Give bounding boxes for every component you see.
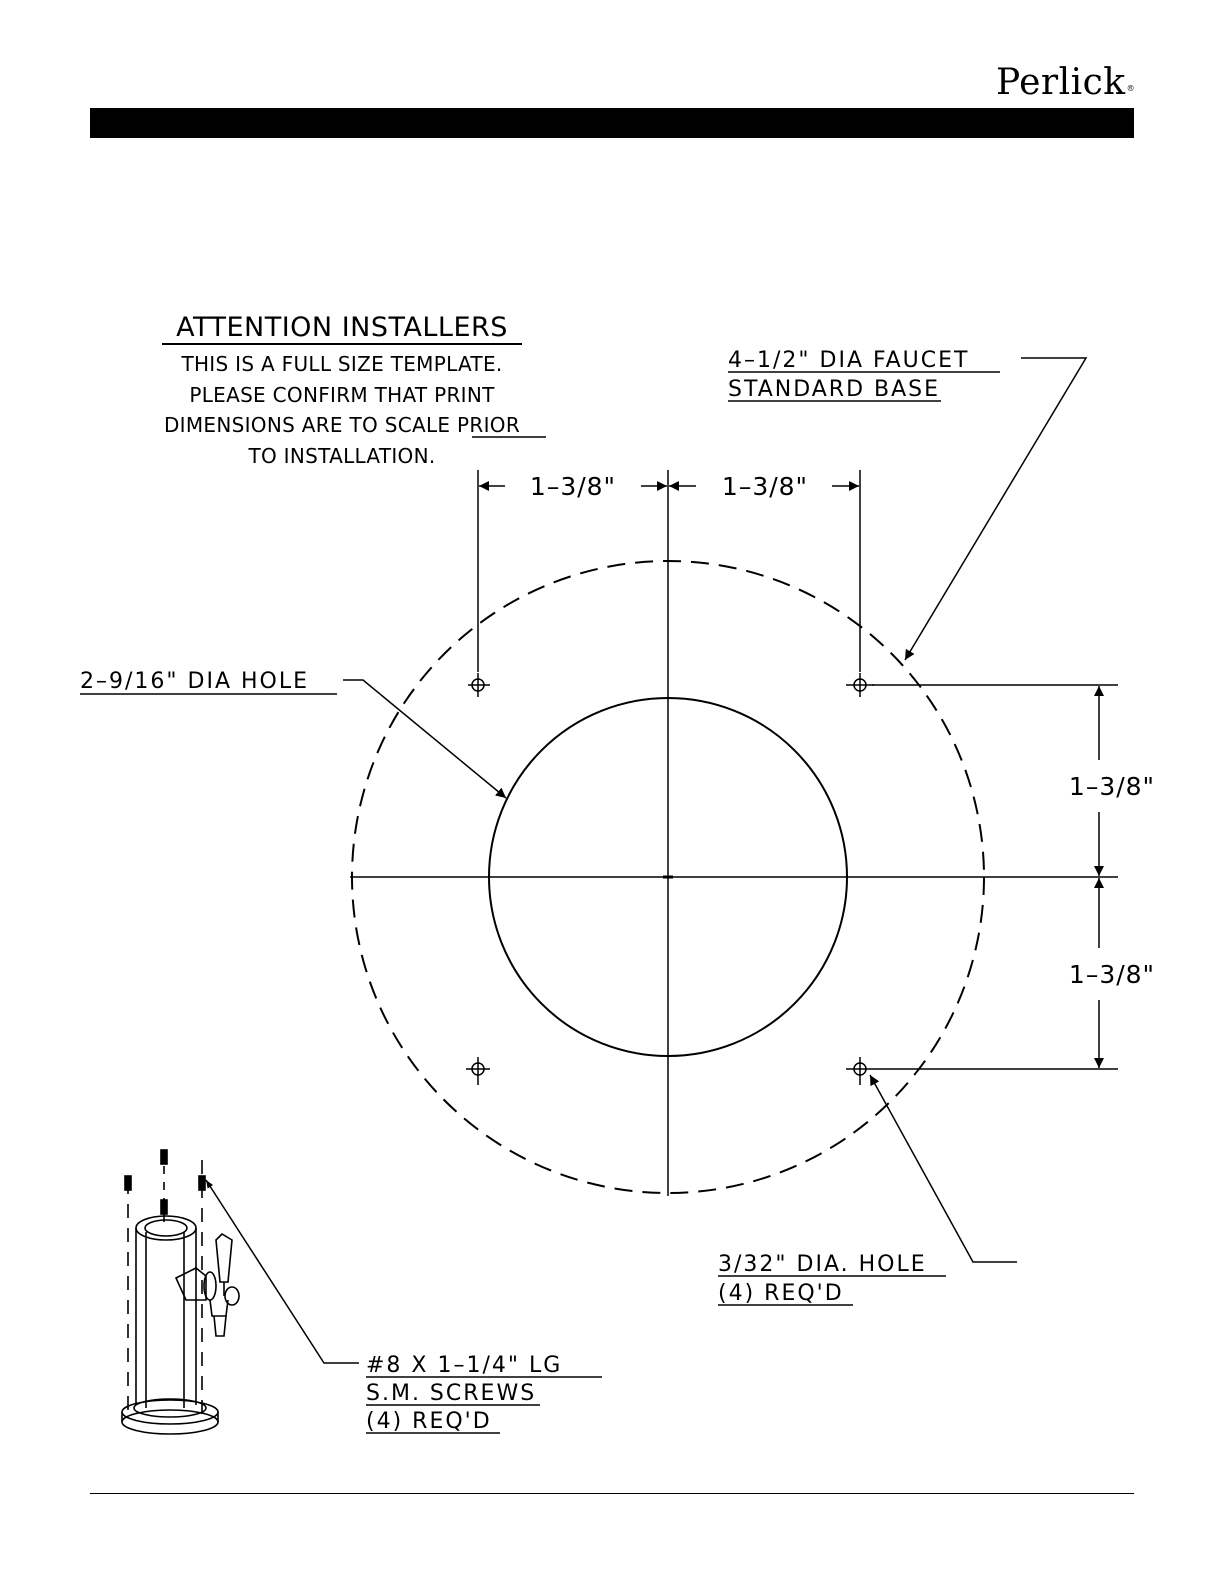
faucet-base-label-line2: STANDARD BASE bbox=[728, 377, 941, 402]
dimension-right-upper: 1–3/8" bbox=[1068, 772, 1156, 801]
attention-line-1: THIS IS A FULL SIZE TEMPLATE. bbox=[181, 352, 503, 376]
screws-callout bbox=[206, 1180, 602, 1434]
attention-line-2: PLEASE CONFIRM THAT PRINT bbox=[189, 383, 495, 407]
dimension-top-left: 1–3/8" bbox=[529, 472, 617, 501]
screw-hole-callout bbox=[718, 1075, 1017, 1306]
faucet-base-callout bbox=[728, 348, 1086, 660]
beer-tower-faucet-icon bbox=[122, 1150, 239, 1434]
attention-line-3-text: DIMENSIONS ARE TO SCALE bbox=[163, 413, 458, 437]
screw-hole-top-right bbox=[846, 673, 874, 697]
brand-name: Perlick bbox=[996, 62, 1126, 103]
screw-hole-label-line2: (4) REQ'D bbox=[718, 1281, 844, 1306]
attention-line-3-emphasis: PRIOR bbox=[457, 413, 521, 437]
attention-line-3 bbox=[164, 413, 520, 437]
dimension-top-right: 1–3/8" bbox=[721, 472, 809, 501]
attention-line-4: TO INSTALLATION. bbox=[248, 444, 436, 468]
screw-hole-label-line1: 3/32" DIA. HOLE bbox=[718, 1252, 927, 1277]
attention-notice bbox=[162, 312, 546, 468]
center-hole-label: 2–9/16" DIA HOLE bbox=[80, 669, 310, 694]
screw-hole-top-left bbox=[468, 673, 490, 697]
attention-title: ATTENTION INSTALLERS bbox=[176, 312, 508, 343]
screws-label-line2: S.M. SCREWS bbox=[366, 1381, 537, 1406]
top-dimension bbox=[478, 470, 860, 672]
screw-hole-bottom-left bbox=[466, 1057, 490, 1085]
screws-label-line1: #8 X 1–1/4" LG bbox=[366, 1353, 563, 1378]
registered-mark: ® bbox=[1126, 84, 1136, 93]
dimension-right-lower: 1–3/8" bbox=[1068, 960, 1156, 989]
center-hole-callout bbox=[80, 669, 506, 798]
screws-label-line3: (4) REQ'D bbox=[366, 1409, 492, 1434]
faucet-base-label-line1: 4–1/2" DIA FAUCET bbox=[728, 348, 970, 373]
screw-hole-bottom-right bbox=[846, 1057, 872, 1085]
